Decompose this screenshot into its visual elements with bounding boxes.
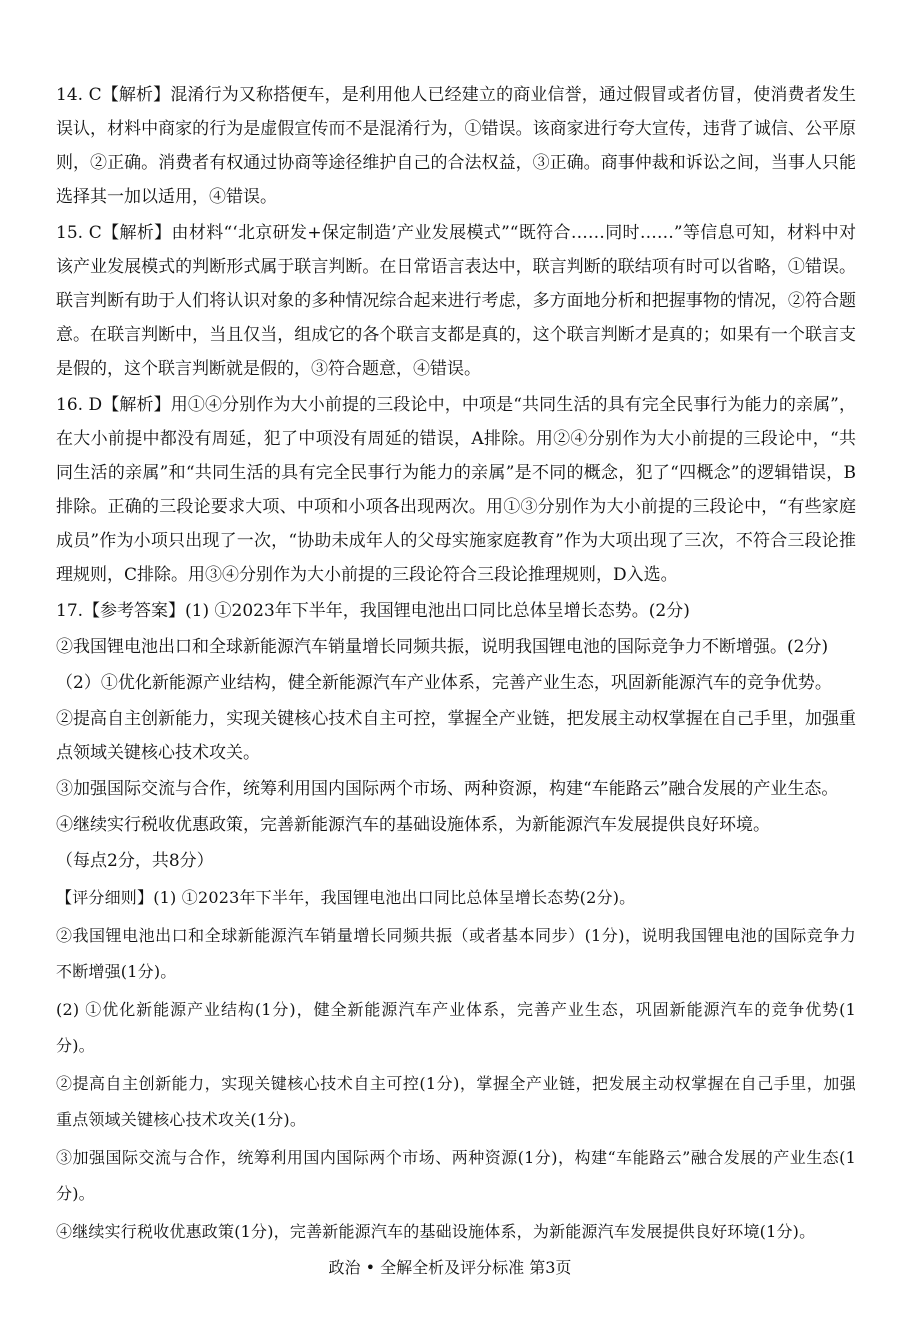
question-17-answer-1a: 17.【参考答案】(1) ①2023年下半年，我国锂电池出口同比总体呈增长态势。(2分): [56, 601, 690, 621]
question-16-analysis: 16. D【解析】用①④分别作为大小前提的三段论中，中项是“共同生活的具有完全民事行为能力的亲属”，在大小前提中都没有周延，犯了中项没有周延的错误，A排除。用②④分别作为大小前提的三段论中，“共同生活的亲属”和“共同生活的具有完全民事行为能力的亲属”是不同的概念，犯了“四概念”的逻辑错误，B排除。正确的三段论要求大项、中项和小项各出现两次。用①③分别作为大小前提的三段论中，“有些家庭成员”作为小项只出现了一次，“协助未成年人的父母实施家庭教育”作为大项出现了三次，不符合三段论推理规则，C排除。用③④分别作为大小前提的三段论符合三段论推理规则，D入选。: [56, 395, 856, 585]
rubric-2a: (2) ①优化新能源产业结构(1分)，健全新能源汽车产业体系，完善产业生态，巩固新能源汽车的竞争优势(1分)。: [56, 1000, 856, 1055]
question-17-answer-2a: （2）①优化新能源产业结构，健全新能源汽车产业体系，完善产业生态，巩固新能源汽车的竞争优势。: [56, 673, 832, 693]
question-17-answer-2d: ④继续实行税收优惠政策，完善新能源汽车的基础设施体系，为新能源汽车发展提供良好环境。: [56, 815, 770, 835]
question-15-analysis: 15. C【解析】由材料“‘北京研发+保定制造’产业发展模式”“既符合……同时……”等信息可知，材料中对该产业发展模式的判断形式属于联言判断。在日常语言表达中，联言判断的联结项有时可以省略，①错误。联言判断有助于人们将认识对象的多种情况综合起来进行考虑，多方面地分析和把握事物的情况，②符合题意。在联言判断中，当且仅当，组成它的各个联言支都是真的，这个联言判断才是真的；如果有一个联言支是假的，这个联言判断就是假的，③符合题意，④错误。: [56, 223, 856, 379]
rubric-1b: ②我国锂电池出口和全球新能源汽车销量增长同频共振（或者基本同步）(1分)，说明我国锂电池的国际竞争力不断增强(1分)。: [56, 926, 856, 981]
page-footer: 政治 • 全解全析及评分标准 第3页: [328, 1258, 572, 1277]
question-17-answer-1b: ②我国锂电池出口和全球新能源汽车销量增长同频共振，说明我国锂电池的国际竞争力不断增强。(2分): [56, 637, 829, 657]
rubric-2d: ④继续实行税收优惠政策(1分)，完善新能源汽车的基础设施体系，为新能源汽车发展提供良好环境(1分)。: [56, 1222, 816, 1241]
rubric-2b: ②提高自主创新能力，实现关键核心技术自主可控(1分)，掌握全产业链，把发展主动权掌握在自己手里，加强重点领域关键核心技术攻关(1分)。: [56, 1074, 856, 1129]
question-17-answer-note: （每点2分，共8分）: [56, 851, 214, 871]
rubric-1a: 【评分细则】(1) ①2023年下半年，我国锂电池出口同比总体呈增长态势(2分)。: [56, 888, 636, 907]
question-14-analysis: 14. C【解析】混淆行为又称搭便车，是利用他人已经建立的商业信誉，通过假冒或者仿冒，使消费者发生误认，材料中商家的行为是虚假宣传而不是混淆行为，①错误。该商家进行夸大宣传，违背了诚信、公平原则，②正确。消费者有权通过协商等途径维护自己的合法权益，③正确。商事仲裁和诉讼之间，当事人只能选择其一加以适用，④错误。: [56, 85, 856, 207]
rubric-2c: ③加强国际交流与合作，统筹利用国内国际两个市场、两种资源(1分)，构建“车能路云”融合发展的产业生态(1分)。: [56, 1148, 856, 1203]
question-17-answer-2b: ②提高自主创新能力，实现关键核心技术自主可控，掌握全产业链，把发展主动权掌握在自己手里，加强重点领域关键核心技术攻关。: [56, 709, 856, 763]
question-17-answer-2c: ③加强国际交流与合作，统筹利用国内国际两个市场、两种资源，构建“车能路云”融合发展的产业生态。: [56, 779, 839, 799]
